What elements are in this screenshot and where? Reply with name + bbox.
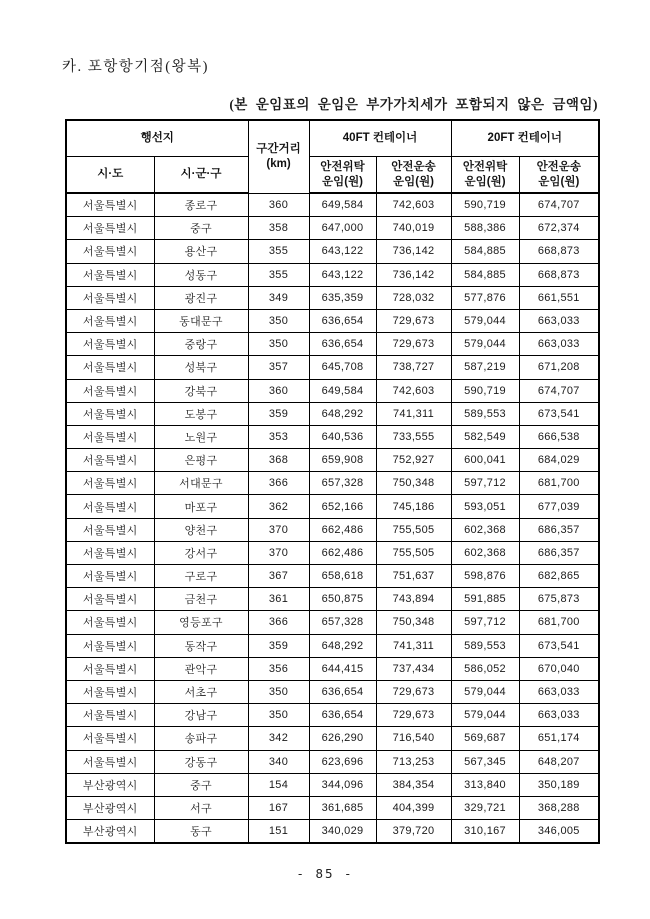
header-20ft-container: 20FT 컨테이너	[451, 120, 599, 157]
cell-sigungu: 성북구	[154, 356, 248, 379]
cell-sido: 서울특별시	[66, 402, 154, 425]
cell-40ft-consignment-fare: 647,000	[309, 217, 376, 240]
cell-20ft-transport-fare: 675,873	[519, 588, 599, 611]
cell-40ft-consignment-fare: 644,415	[309, 657, 376, 680]
cell-20ft-transport-fare: 651,174	[519, 727, 599, 750]
cell-40ft-consignment-fare: 340,029	[309, 820, 376, 844]
cell-40ft-consignment-fare: 657,328	[309, 611, 376, 634]
cell-distance: 368	[248, 449, 309, 472]
cell-sido: 서울특별시	[66, 541, 154, 564]
cell-distance: 355	[248, 263, 309, 286]
cell-20ft-transport-fare: 670,040	[519, 657, 599, 680]
cell-40ft-transport-fare: 736,142	[376, 263, 451, 286]
cell-sigungu: 관악구	[154, 657, 248, 680]
cell-sigungu: 서대문구	[154, 472, 248, 495]
cell-sido: 서울특별시	[66, 704, 154, 727]
cell-sido: 부산광역시	[66, 820, 154, 844]
cell-20ft-consignment-fare: 584,885	[451, 263, 519, 286]
header-40ft-consignment-fare	[309, 157, 376, 194]
cell-40ft-consignment-fare: 640,536	[309, 425, 376, 448]
cell-20ft-consignment-fare: 597,712	[451, 611, 519, 634]
cell-20ft-consignment-fare: 590,719	[451, 379, 519, 402]
cell-sigungu: 강북구	[154, 379, 248, 402]
cell-40ft-consignment-fare: 648,292	[309, 634, 376, 657]
cell-20ft-transport-fare: 686,357	[519, 541, 599, 564]
cell-20ft-consignment-fare: 313,840	[451, 773, 519, 796]
header-distance-line1: 구간거리	[256, 142, 301, 155]
table-row	[66, 588, 599, 611]
cell-sigungu: 서초구	[154, 680, 248, 703]
cell-20ft-transport-fare: 671,208	[519, 356, 599, 379]
table-row	[66, 449, 599, 472]
label-line: 운임(원)	[322, 175, 364, 188]
table-row	[66, 495, 599, 518]
cell-40ft-transport-fare: 741,311	[376, 402, 451, 425]
page-title: 카. 포항항기점(왕복)	[62, 59, 209, 75]
cell-20ft-consignment-fare: 579,044	[451, 680, 519, 703]
cell-distance: 359	[248, 402, 309, 425]
cell-40ft-consignment-fare: 344,096	[309, 773, 376, 796]
cell-distance: 366	[248, 611, 309, 634]
table-row	[66, 425, 599, 448]
cell-sigungu: 중구	[154, 217, 248, 240]
table-row	[66, 750, 599, 773]
cell-distance: 340	[248, 750, 309, 773]
cell-40ft-transport-fare: 755,505	[376, 518, 451, 541]
cell-20ft-transport-fare: 368,288	[519, 796, 599, 819]
label-line: 안전위탁	[462, 160, 508, 173]
cell-20ft-consignment-fare: 589,553	[451, 634, 519, 657]
cell-20ft-consignment-fare: 600,041	[451, 449, 519, 472]
cell-distance: 350	[248, 680, 309, 703]
header-row-top	[66, 120, 599, 157]
header-distance-line2: (km)	[266, 157, 291, 170]
cell-40ft-consignment-fare: 636,654	[309, 333, 376, 356]
header-sigungu: 시·군·구	[154, 157, 248, 194]
fare-table-body	[66, 193, 599, 843]
cell-sigungu: 강남구	[154, 704, 248, 727]
cell-sido: 부산광역시	[66, 796, 154, 819]
cell-20ft-transport-fare: 682,865	[519, 565, 599, 588]
cell-20ft-consignment-fare: 590,719	[451, 193, 519, 217]
cell-distance: 349	[248, 286, 309, 309]
header-40ft-transport-fare	[376, 157, 451, 194]
cell-20ft-consignment-fare: 588,386	[451, 217, 519, 240]
cell-20ft-consignment-fare: 577,876	[451, 286, 519, 309]
cell-40ft-transport-fare: 729,673	[376, 680, 451, 703]
cell-40ft-consignment-fare: 635,359	[309, 286, 376, 309]
cell-sigungu: 금천구	[154, 588, 248, 611]
cell-20ft-consignment-fare: 329,721	[451, 796, 519, 819]
cell-40ft-consignment-fare: 650,875	[309, 588, 376, 611]
cell-40ft-transport-fare: 743,894	[376, 588, 451, 611]
fare-table	[65, 119, 600, 844]
cell-20ft-consignment-fare: 579,044	[451, 704, 519, 727]
cell-40ft-transport-fare: 742,603	[376, 193, 451, 217]
cell-distance: 154	[248, 773, 309, 796]
header-destination: 행선지	[66, 120, 248, 157]
cell-20ft-consignment-fare: 579,044	[451, 309, 519, 332]
header-20ft-consignment-fare	[451, 157, 519, 194]
cell-40ft-consignment-fare: 636,654	[309, 704, 376, 727]
cell-40ft-consignment-fare: 657,328	[309, 472, 376, 495]
cell-sido: 서울특별시	[66, 240, 154, 263]
cell-20ft-transport-fare: 346,005	[519, 820, 599, 844]
table-row	[66, 402, 599, 425]
cell-sido: 서울특별시	[66, 727, 154, 750]
cell-20ft-transport-fare: 674,707	[519, 379, 599, 402]
table-row	[66, 356, 599, 379]
cell-20ft-consignment-fare: 602,368	[451, 518, 519, 541]
cell-sido: 서울특별시	[66, 309, 154, 332]
cell-sigungu: 중랑구	[154, 333, 248, 356]
cell-40ft-consignment-fare: 658,618	[309, 565, 376, 588]
cell-sido: 서울특별시	[66, 495, 154, 518]
cell-distance: 367	[248, 565, 309, 588]
cell-distance: 350	[248, 704, 309, 727]
cell-40ft-transport-fare: 736,142	[376, 240, 451, 263]
table-row	[66, 518, 599, 541]
cell-sido: 서울특별시	[66, 193, 154, 217]
cell-40ft-transport-fare: 742,603	[376, 379, 451, 402]
cell-20ft-consignment-fare: 584,885	[451, 240, 519, 263]
table-row	[66, 193, 599, 217]
cell-sido: 서울특별시	[66, 379, 154, 402]
cell-20ft-transport-fare: 668,873	[519, 240, 599, 263]
cell-20ft-consignment-fare: 593,051	[451, 495, 519, 518]
cell-distance: 356	[248, 657, 309, 680]
page-subtitle: (본 운임표의 운임은 부가가치세가 포함되지 않은 금액임)	[229, 97, 598, 112]
cell-sigungu: 서구	[154, 796, 248, 819]
label-line: 안전운송	[536, 160, 581, 173]
cell-sigungu: 중구	[154, 773, 248, 796]
page-number: - 85 -	[296, 866, 354, 881]
cell-20ft-transport-fare: 672,374	[519, 217, 599, 240]
table-row	[66, 634, 599, 657]
cell-20ft-transport-fare: 663,033	[519, 309, 599, 332]
cell-40ft-transport-fare: 737,434	[376, 657, 451, 680]
header-row-sub	[66, 157, 599, 194]
cell-40ft-transport-fare: 728,032	[376, 286, 451, 309]
cell-40ft-consignment-fare: 648,292	[309, 402, 376, 425]
cell-20ft-consignment-fare: 567,345	[451, 750, 519, 773]
cell-40ft-consignment-fare: 361,685	[309, 796, 376, 819]
table-row	[66, 565, 599, 588]
cell-40ft-transport-fare: 733,555	[376, 425, 451, 448]
cell-40ft-transport-fare: 750,348	[376, 472, 451, 495]
cell-40ft-transport-fare: 729,673	[376, 333, 451, 356]
cell-40ft-transport-fare: 741,311	[376, 634, 451, 657]
cell-20ft-consignment-fare: 582,549	[451, 425, 519, 448]
cell-distance: 370	[248, 518, 309, 541]
cell-sigungu: 동구	[154, 820, 248, 844]
cell-sigungu: 성동구	[154, 263, 248, 286]
table-row	[66, 333, 599, 356]
table-row	[66, 704, 599, 727]
cell-sido: 서울특별시	[66, 750, 154, 773]
cell-sido: 부산광역시	[66, 773, 154, 796]
cell-40ft-transport-fare: 404,399	[376, 796, 451, 819]
label-line: 운임(원)	[538, 175, 580, 188]
table-row	[66, 727, 599, 750]
fare-table-header	[66, 120, 599, 193]
cell-20ft-transport-fare: 661,551	[519, 286, 599, 309]
cell-40ft-transport-fare: 745,186	[376, 495, 451, 518]
cell-40ft-consignment-fare: 643,122	[309, 263, 376, 286]
label-line: 안전운송	[391, 160, 436, 173]
cell-40ft-consignment-fare: 645,708	[309, 356, 376, 379]
header-sido: 시·도	[66, 157, 154, 194]
cell-20ft-transport-fare: 681,700	[519, 472, 599, 495]
cell-sido: 서울특별시	[66, 263, 154, 286]
table-row	[66, 611, 599, 634]
cell-sigungu: 영등포구	[154, 611, 248, 634]
cell-distance: 353	[248, 425, 309, 448]
label-line: 운임(원)	[464, 175, 506, 188]
header-40ft-container: 40FT 컨테이너	[309, 120, 451, 157]
cell-20ft-consignment-fare: 569,687	[451, 727, 519, 750]
cell-distance: 151	[248, 820, 309, 844]
cell-40ft-transport-fare: 716,540	[376, 727, 451, 750]
header-distance-km	[248, 120, 309, 193]
cell-40ft-transport-fare: 713,253	[376, 750, 451, 773]
table-row	[66, 796, 599, 819]
cell-distance: 370	[248, 541, 309, 564]
cell-distance: 366	[248, 472, 309, 495]
cell-20ft-consignment-fare: 591,885	[451, 588, 519, 611]
table-row	[66, 217, 599, 240]
cell-sido: 서울특별시	[66, 425, 154, 448]
table-row	[66, 657, 599, 680]
cell-sigungu: 강동구	[154, 750, 248, 773]
cell-20ft-transport-fare: 663,033	[519, 680, 599, 703]
cell-sido: 서울특별시	[66, 518, 154, 541]
cell-distance: 360	[248, 379, 309, 402]
cell-40ft-consignment-fare: 636,654	[309, 309, 376, 332]
table-row	[66, 240, 599, 263]
cell-distance: 362	[248, 495, 309, 518]
cell-40ft-consignment-fare: 649,584	[309, 379, 376, 402]
cell-20ft-transport-fare: 674,707	[519, 193, 599, 217]
cell-sigungu: 마포구	[154, 495, 248, 518]
cell-40ft-transport-fare: 379,720	[376, 820, 451, 844]
cell-sido: 서울특별시	[66, 611, 154, 634]
table-row	[66, 541, 599, 564]
cell-sigungu: 용산구	[154, 240, 248, 263]
cell-20ft-consignment-fare: 602,368	[451, 541, 519, 564]
cell-sido: 서울특별시	[66, 449, 154, 472]
cell-20ft-consignment-fare: 598,876	[451, 565, 519, 588]
cell-20ft-transport-fare: 663,033	[519, 704, 599, 727]
label-line: 운임(원)	[393, 175, 435, 188]
cell-sido: 서울특별시	[66, 472, 154, 495]
cell-sigungu: 노원구	[154, 425, 248, 448]
cell-40ft-transport-fare: 752,927	[376, 449, 451, 472]
cell-20ft-consignment-fare: 587,219	[451, 356, 519, 379]
cell-40ft-transport-fare: 755,505	[376, 541, 451, 564]
cell-distance: 359	[248, 634, 309, 657]
cell-40ft-transport-fare: 751,637	[376, 565, 451, 588]
cell-sido: 서울특별시	[66, 565, 154, 588]
table-row	[66, 309, 599, 332]
label-line: 안전위탁	[320, 160, 365, 173]
cell-sigungu: 양천구	[154, 518, 248, 541]
cell-sido: 서울특별시	[66, 634, 154, 657]
header-20ft-transport-fare	[519, 157, 599, 194]
cell-sigungu: 도봉구	[154, 402, 248, 425]
cell-sido: 서울특별시	[66, 286, 154, 309]
cell-sido: 서울특별시	[66, 333, 154, 356]
cell-40ft-consignment-fare: 659,908	[309, 449, 376, 472]
cell-20ft-transport-fare: 350,189	[519, 773, 599, 796]
cell-40ft-consignment-fare: 649,584	[309, 193, 376, 217]
cell-distance: 355	[248, 240, 309, 263]
cell-40ft-consignment-fare: 643,122	[309, 240, 376, 263]
cell-20ft-consignment-fare: 597,712	[451, 472, 519, 495]
cell-40ft-consignment-fare: 623,696	[309, 750, 376, 773]
cell-20ft-consignment-fare: 310,167	[451, 820, 519, 844]
cell-20ft-consignment-fare: 586,052	[451, 657, 519, 680]
table-row	[66, 773, 599, 796]
cell-40ft-transport-fare: 729,673	[376, 704, 451, 727]
cell-distance: 358	[248, 217, 309, 240]
cell-sido: 서울특별시	[66, 217, 154, 240]
table-row	[66, 680, 599, 703]
cell-20ft-transport-fare: 648,207	[519, 750, 599, 773]
cell-20ft-transport-fare: 677,039	[519, 495, 599, 518]
cell-distance: 350	[248, 333, 309, 356]
table-row	[66, 286, 599, 309]
cell-40ft-consignment-fare: 662,486	[309, 541, 376, 564]
cell-20ft-transport-fare: 681,700	[519, 611, 599, 634]
cell-20ft-consignment-fare: 579,044	[451, 333, 519, 356]
cell-distance: 357	[248, 356, 309, 379]
cell-20ft-transport-fare: 673,541	[519, 402, 599, 425]
cell-sigungu: 송파구	[154, 727, 248, 750]
cell-sigungu: 은평구	[154, 449, 248, 472]
cell-40ft-transport-fare: 750,348	[376, 611, 451, 634]
cell-distance: 360	[248, 193, 309, 217]
cell-40ft-transport-fare: 384,354	[376, 773, 451, 796]
cell-distance: 350	[248, 309, 309, 332]
cell-distance: 361	[248, 588, 309, 611]
cell-sigungu: 동작구	[154, 634, 248, 657]
cell-sigungu: 종로구	[154, 193, 248, 217]
cell-40ft-transport-fare: 729,673	[376, 309, 451, 332]
table-row	[66, 379, 599, 402]
cell-sigungu: 강서구	[154, 541, 248, 564]
table-row	[66, 263, 599, 286]
cell-20ft-consignment-fare: 589,553	[451, 402, 519, 425]
cell-sido: 서울특별시	[66, 680, 154, 703]
cell-sido: 서울특별시	[66, 588, 154, 611]
cell-40ft-consignment-fare: 652,166	[309, 495, 376, 518]
cell-20ft-transport-fare: 673,541	[519, 634, 599, 657]
cell-20ft-transport-fare: 666,538	[519, 425, 599, 448]
cell-20ft-transport-fare: 686,357	[519, 518, 599, 541]
table-row	[66, 472, 599, 495]
cell-distance: 342	[248, 727, 309, 750]
cell-40ft-consignment-fare: 662,486	[309, 518, 376, 541]
cell-40ft-transport-fare: 740,019	[376, 217, 451, 240]
cell-20ft-transport-fare: 663,033	[519, 333, 599, 356]
cell-40ft-consignment-fare: 626,290	[309, 727, 376, 750]
cell-20ft-transport-fare: 668,873	[519, 263, 599, 286]
cell-sigungu: 광진구	[154, 286, 248, 309]
cell-40ft-consignment-fare: 636,654	[309, 680, 376, 703]
cell-sido: 서울특별시	[66, 657, 154, 680]
table-row	[66, 820, 599, 844]
cell-sigungu: 구로구	[154, 565, 248, 588]
cell-40ft-transport-fare: 738,727	[376, 356, 451, 379]
cell-sigungu: 동대문구	[154, 309, 248, 332]
cell-20ft-transport-fare: 684,029	[519, 449, 599, 472]
cell-sido: 서울특별시	[66, 356, 154, 379]
cell-distance: 167	[248, 796, 309, 819]
